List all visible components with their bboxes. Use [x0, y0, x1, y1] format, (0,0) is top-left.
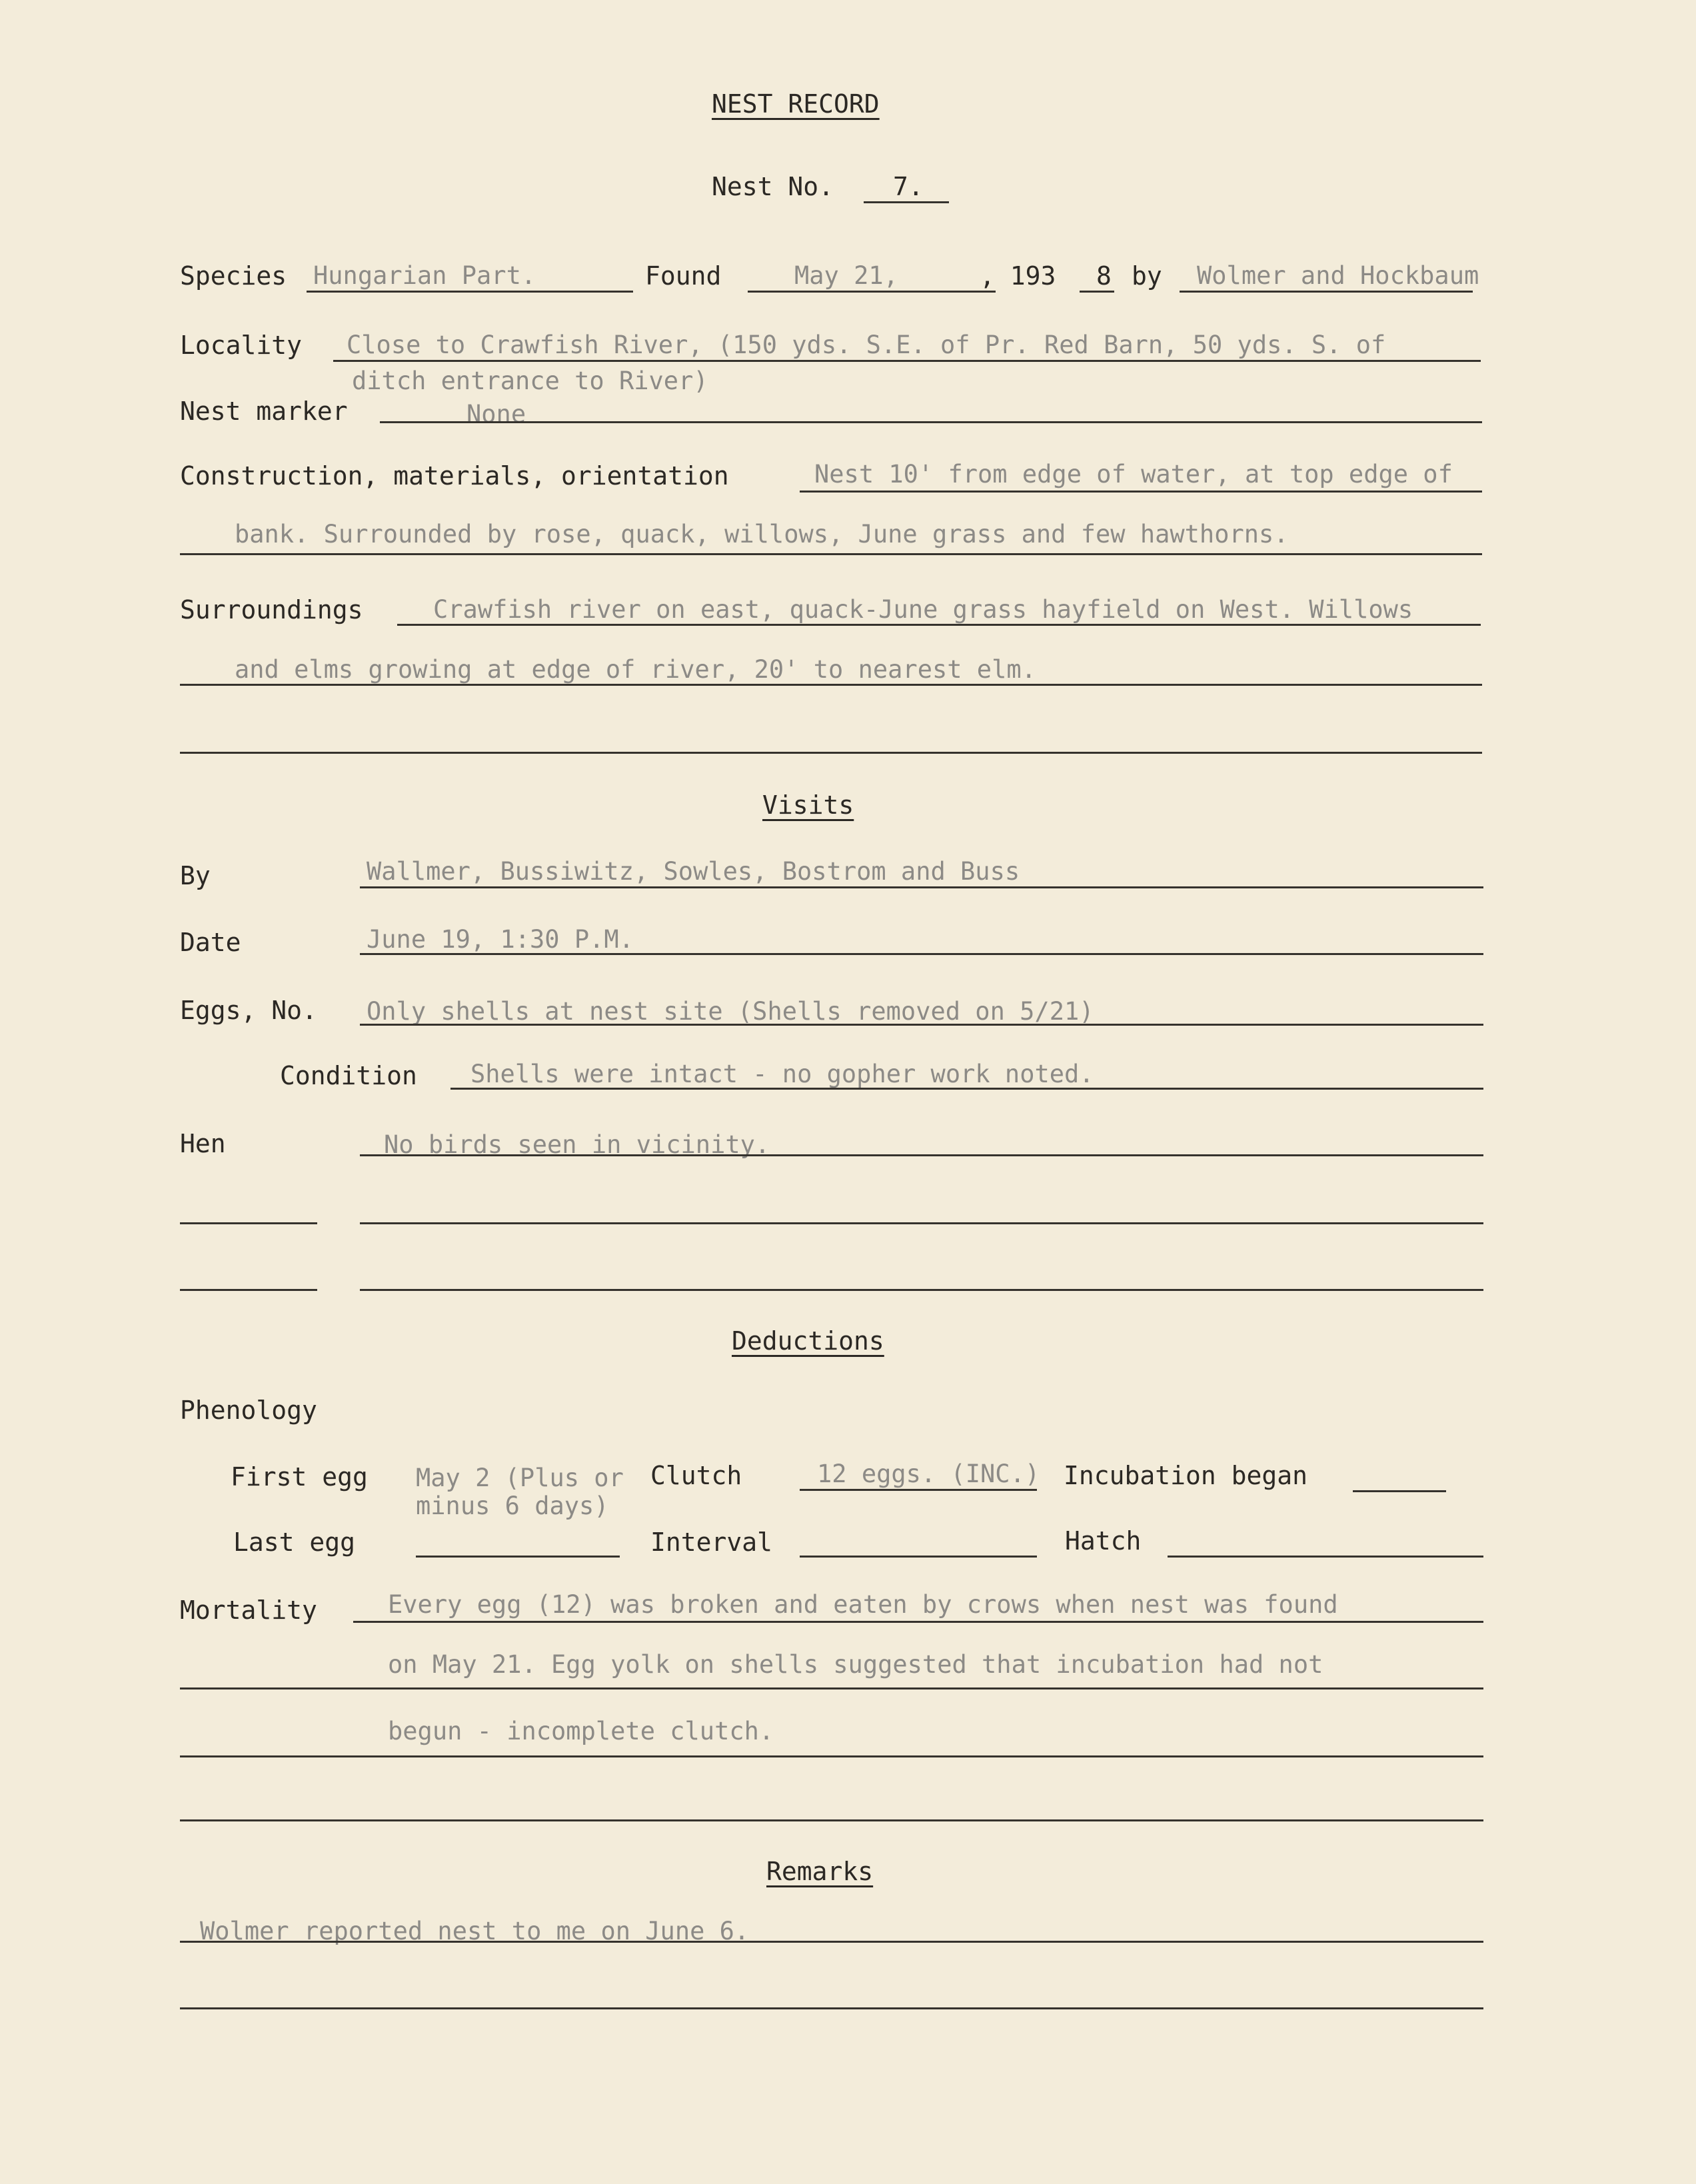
- visits-eggs-value: Only shells at nest site (Shells removed on 5/21): [367, 997, 1094, 1026]
- visits-eggs-label: Eggs, No.: [180, 996, 317, 1025]
- nest-number-value: 7.: [893, 172, 924, 201]
- by-value: Wolmer and Hockbaum: [1197, 261, 1479, 290]
- nest-marker-label: Nest marker: [180, 397, 348, 426]
- visits-hen-label: Hen: [180, 1129, 226, 1158]
- surroundings-line-a: [397, 624, 1481, 626]
- found-line: [748, 291, 996, 293]
- visits-date-label: Date: [180, 928, 241, 957]
- first-egg-label: First egg: [231, 1462, 368, 1492]
- surroundings-line-c: [180, 752, 1482, 754]
- deductions-heading: Deductions: [732, 1326, 884, 1356]
- surroundings-line2: and elms growing at edge of river, 20' to nearest elm.: [235, 655, 1036, 684]
- mortality-rule-3: [180, 1755, 1483, 1757]
- surroundings-line1: Crawfish river on east, quack-June grass hayfield on West. Willows: [433, 595, 1413, 624]
- visits-condition-value: Shells were intact - no gopher work noted.: [470, 1060, 1094, 1088]
- visits-hen-line: [360, 1154, 1483, 1156]
- page-title: NEST RECORD: [712, 89, 880, 119]
- by-line: [1180, 291, 1473, 293]
- locality-line2: ditch entrance to River): [352, 367, 708, 395]
- construction-line1: Nest 10' from edge of water, at top edge of: [814, 460, 1453, 489]
- first-egg-value-2: minus 6 days): [416, 1492, 609, 1520]
- surroundings-line-b: [180, 684, 1482, 686]
- visits-by-line: [360, 886, 1483, 888]
- hatch-line: [1168, 1556, 1483, 1558]
- visits-hen-value: No birds seen in vicinity.: [384, 1130, 770, 1159]
- visits-blank-long-1: [360, 1222, 1483, 1224]
- visits-heading: Visits: [762, 790, 854, 820]
- mortality-rule-4: [180, 1819, 1483, 1821]
- year-prefix: , 193: [980, 261, 1056, 291]
- remarks-line1: Wolmer reported nest to me on June 6.: [200, 1917, 750, 1945]
- locality-line1: Close to Crawfish River, (150 yds. S.E. of Pr. Red Barn, 50 yds. S. of: [347, 331, 1386, 359]
- mortality-line2: on May 21. Egg yolk on shells suggested that incubation had not: [388, 1650, 1323, 1679]
- nest-marker-value: None: [466, 400, 526, 429]
- visits-blank-short-1: [180, 1222, 317, 1224]
- mortality-label: Mortality: [180, 1596, 317, 1625]
- interval-label: Interval: [650, 1528, 773, 1557]
- phenology-label: Phenology: [180, 1396, 317, 1425]
- visits-date-value: June 19, 1:30 P.M.: [367, 925, 634, 954]
- mortality-line1: Every egg (12) was broken and eaten by crows when nest was found: [388, 1590, 1338, 1619]
- species-value: Hungarian Part.: [313, 261, 536, 290]
- construction-line-b: [180, 553, 1482, 555]
- clutch-line: [800, 1489, 1037, 1491]
- species-line: [307, 291, 633, 293]
- nest-number-label: Nest No.: [712, 172, 834, 201]
- hatch-label: Hatch: [1065, 1526, 1142, 1556]
- mortality-rule-1: [353, 1621, 1483, 1623]
- visits-blank-short-2: [180, 1289, 317, 1291]
- construction-label: Construction, materials, orientation: [180, 461, 729, 491]
- remarks-rule-1: [180, 1941, 1483, 1943]
- by-label: by: [1132, 261, 1162, 291]
- mortality-line3: begun - incomplete clutch.: [388, 1717, 774, 1745]
- year-line: [1080, 291, 1114, 293]
- clutch-label: Clutch: [650, 1461, 742, 1490]
- nest-marker-line: [380, 421, 1482, 423]
- found-label: Found: [645, 261, 722, 291]
- nest-number-line: [864, 201, 949, 203]
- last-egg-label: Last egg: [233, 1528, 356, 1557]
- clutch-value: 12 eggs. (INC.): [817, 1460, 1040, 1488]
- first-egg-value-1: May 2 (Plus or: [416, 1464, 624, 1492]
- visits-by-label: By: [180, 861, 211, 890]
- interval-line: [800, 1556, 1037, 1558]
- remarks-rule-2: [180, 2007, 1483, 2009]
- last-egg-line: [416, 1556, 620, 1558]
- visits-eggs-line: [360, 1024, 1483, 1026]
- visits-condition-label: Condition: [280, 1061, 417, 1090]
- species-label: Species: [180, 261, 287, 291]
- locality-line: [333, 360, 1481, 362]
- found-value: May 21,: [794, 261, 898, 290]
- construction-line-a: [800, 491, 1482, 493]
- visits-by-value: Wallmer, Bussiwitz, Sowles, Bostrom and Buss: [367, 857, 1020, 886]
- construction-line2: bank. Surrounded by rose, quack, willows, June grass and few hawthorns.: [235, 520, 1289, 548]
- visits-date-line: [360, 953, 1483, 955]
- mortality-rule-2: [180, 1687, 1483, 1689]
- incubation-line: [1353, 1490, 1446, 1492]
- visits-blank-long-2: [360, 1289, 1483, 1291]
- incubation-label: Incubation began: [1064, 1461, 1308, 1490]
- locality-label: Locality: [180, 331, 303, 360]
- year-digit: 8: [1096, 261, 1112, 291]
- surroundings-label: Surroundings: [180, 595, 363, 624]
- remarks-heading: Remarks: [766, 1857, 874, 1886]
- visits-condition-line: [450, 1088, 1483, 1090]
